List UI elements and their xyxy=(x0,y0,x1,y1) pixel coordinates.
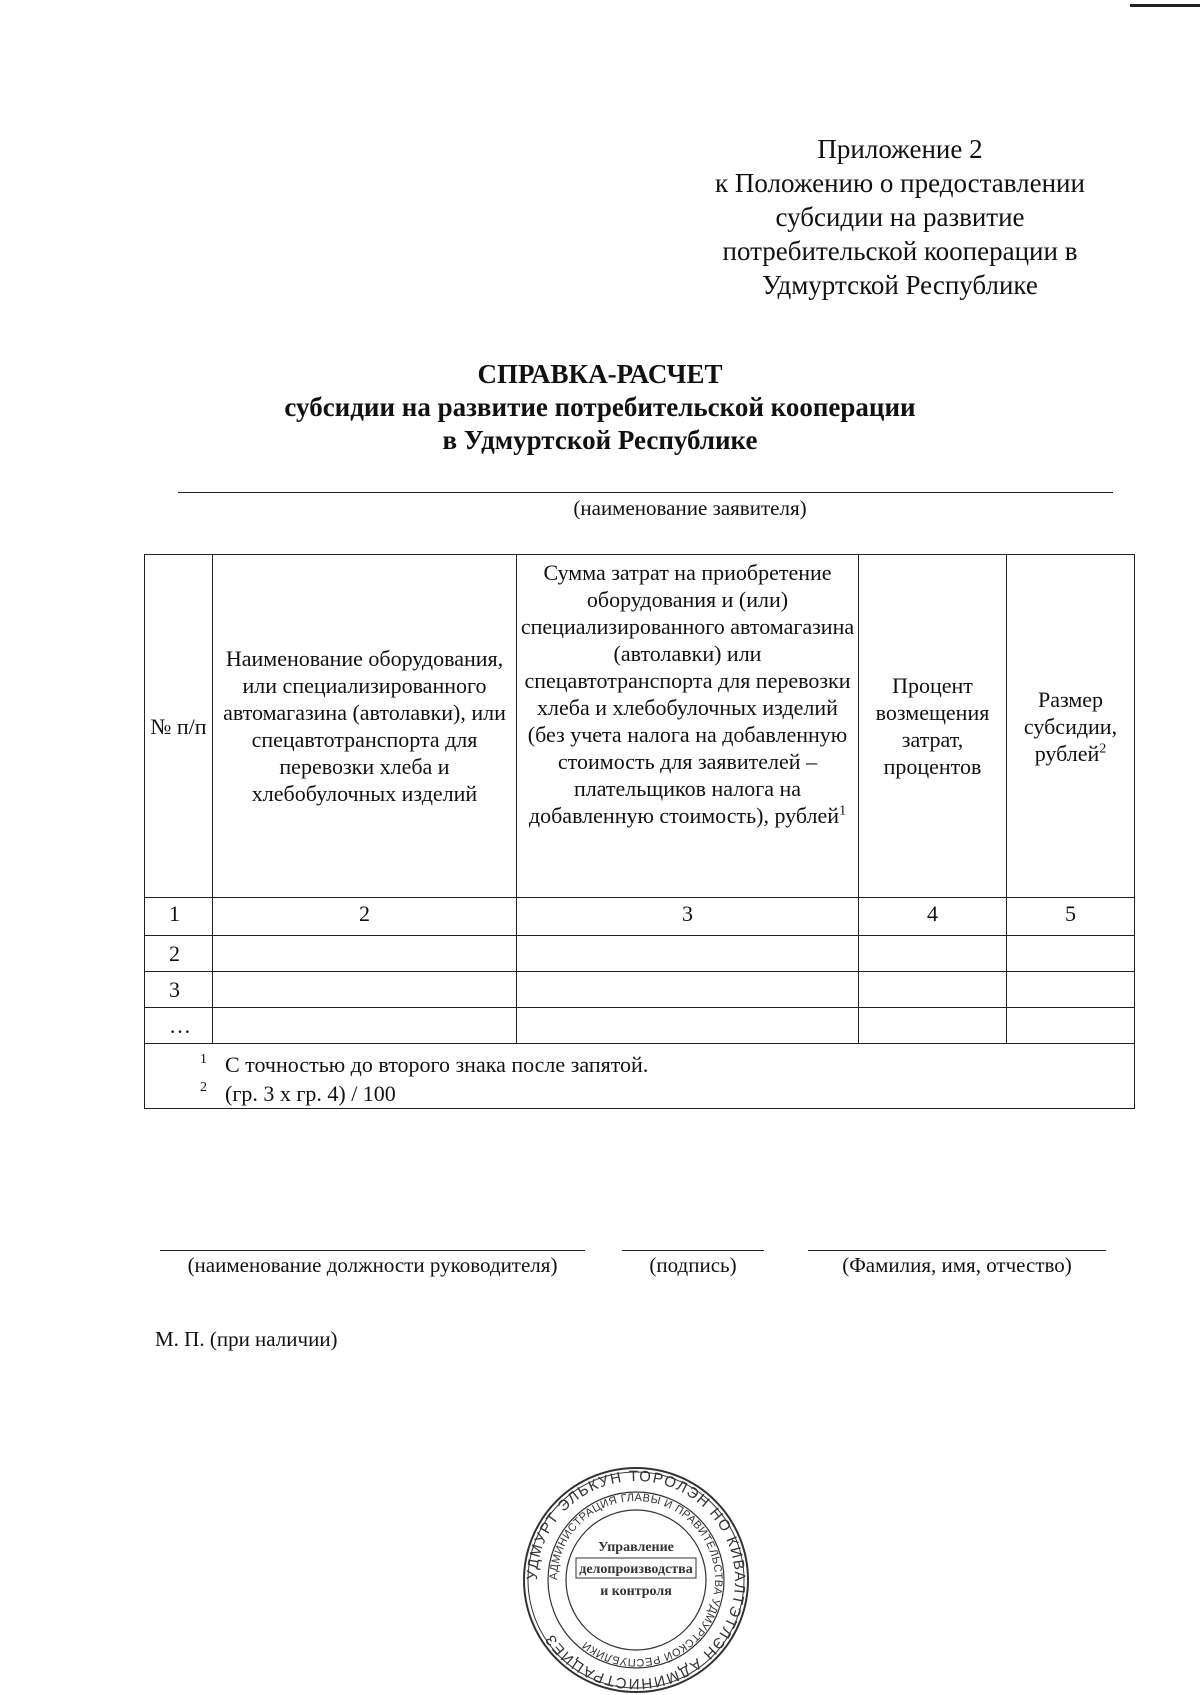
footnote-ref-1: 1 xyxy=(839,803,847,819)
seal-center-line-3: и контроля xyxy=(600,1584,672,1599)
table-cell xyxy=(859,936,1007,972)
header-subsidy-amount-text: Размер субсидии, рублей xyxy=(1023,686,1118,766)
table-cell xyxy=(517,1008,859,1044)
document-title xyxy=(200,358,1000,457)
calculation-table xyxy=(144,554,1135,1109)
table-cell xyxy=(517,936,859,972)
table-row xyxy=(145,1008,1135,1044)
footnote-ref-2: 2 xyxy=(1099,741,1107,757)
footnotes-row xyxy=(145,1044,1135,1109)
table-row xyxy=(145,936,1135,972)
footnote-1: С точностью до второго знака после запятой. xyxy=(225,1052,649,1077)
footnote-2: (гр. 3 х гр. 4) / 100 xyxy=(225,1081,396,1106)
seal-center-line-2: делопроизводства xyxy=(579,1562,693,1577)
table-cell xyxy=(859,972,1007,1008)
position-signature-line xyxy=(160,1250,585,1251)
seal-inner-text: АДМИНИСТРАЦИЯ ГЛАВЫ И ПРАВИТЕЛЬСТВА УДМУРТСКОЙ РЕСПУБЛИКИ xyxy=(547,1491,725,1669)
appendix-line-5: Удмуртской Республике xyxy=(762,270,1038,300)
seal-center-line-1: Управление xyxy=(598,1540,674,1555)
table-cell xyxy=(1007,1008,1135,1044)
svg-text:АДМИНИСТРАЦИЯ ГЛАВЫ И ПРАВИТЕЛ xyxy=(548,1492,724,1668)
row-number: … xyxy=(145,1008,213,1044)
row-number: 2 xyxy=(145,936,213,972)
footnotes-cell xyxy=(145,1044,1135,1109)
appendix-header xyxy=(700,132,1100,302)
header-cost-sum-text: Сумма затрат на приобретение оборудования и (или) специализированного автомагазина (автолавки) или спецавтотранспорта для перевозки хлеба и хлебобулочных изделий (без учета налога на добавленную стоимость для заявителей – плательщиков налога на добавленную стоимость), рублей xyxy=(520,560,855,828)
appendix-line-2: к Положению о предоставлении xyxy=(715,168,1085,198)
signature-caption: (подпись) xyxy=(649,1253,737,1277)
table-row xyxy=(145,972,1135,1008)
header-equipment-name: Наименование оборудования, или специализированного автомагазина (автолавки), или спецавтотранспорта для перевозки хлеба и хлебобулочных изделий xyxy=(213,555,517,898)
row-number: 3 xyxy=(145,972,213,1008)
title-line-2: субсидии на развитие потребительской кооперации xyxy=(284,392,916,422)
scan-corner-mark xyxy=(1130,4,1200,7)
table-cell xyxy=(859,1008,1007,1044)
header-reimbursement-percent: Процент возмещения затрат, процентов xyxy=(859,555,1007,898)
appendix-line-1: Приложение 2 xyxy=(817,134,983,164)
table-cell xyxy=(517,972,859,1008)
signature-line xyxy=(622,1250,764,1251)
appendix-line-4: потребительской кооперации в xyxy=(722,236,1078,266)
stamp-place-note: М. П. (при наличии) xyxy=(155,1327,338,1351)
full-name-line xyxy=(808,1250,1106,1251)
header-cost-sum xyxy=(517,555,859,898)
full-name-caption: (Фамилия, имя, отчество) xyxy=(842,1253,1072,1277)
table-cell xyxy=(1007,972,1135,1008)
table-cell xyxy=(1007,936,1135,972)
column-number-2: 2 xyxy=(213,898,517,936)
column-number-5: 5 xyxy=(1007,898,1135,936)
header-number: № п/п xyxy=(145,555,213,898)
column-number-row xyxy=(145,898,1135,936)
header-subsidy-amount xyxy=(1007,555,1135,898)
official-seal xyxy=(521,1465,751,1695)
title-line-1: СПРАВКА-РАСЧЕТ xyxy=(477,359,723,389)
title-line-3: в Удмуртской Республике xyxy=(442,425,758,455)
column-number-3: 3 xyxy=(517,898,859,936)
table-cell xyxy=(213,936,517,972)
footnote-marker-2: 2 xyxy=(200,1080,207,1095)
footnotes xyxy=(145,1048,1134,1106)
appendix-line-3: субсидии на развитие xyxy=(775,202,1025,232)
footnote-marker-1: 1 xyxy=(200,1052,207,1067)
applicant-caption: (наименование заявителя) xyxy=(573,496,807,520)
table-cell xyxy=(213,972,517,1008)
applicant-name-line xyxy=(178,492,1113,493)
table-header-row xyxy=(145,555,1135,898)
position-caption: (наименование должности руководителя) xyxy=(187,1253,558,1277)
column-number-4: 4 xyxy=(859,898,1007,936)
table-cell xyxy=(213,1008,517,1044)
column-number-1: 1 xyxy=(145,898,213,936)
seal-outer-text: УДМУРТ ЭЛЬКУН ТОРОЛЭН НО КИВАЛТЭТЛЭН АДМИНИСТРАЦИЕЗ xyxy=(523,1467,749,1693)
